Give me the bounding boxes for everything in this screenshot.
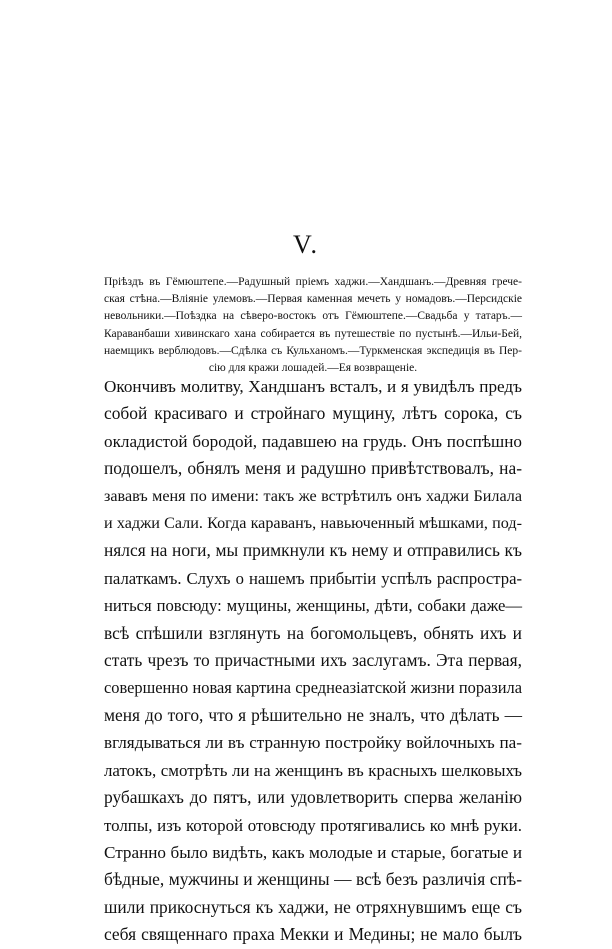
summary-line: Пріѣздъ въ Гёмюштепе.—Радушный пріемъ хаджи.—Хандшанъ.—Древняя грече- [104, 276, 522, 288]
body-line: шили прикоснуться къ хаджи, не отряхнувшимъ еще съ [104, 896, 522, 917]
summary-line: Караванбаши хивинскаго хана собирается въ путешествіе по пустынѣ.—Ильи-Бей, [104, 327, 522, 340]
body-line: рубашкахъ до пятъ, или удовлетворить сперва желанію [104, 787, 522, 808]
body-line: меня до того, что я рѣшительно не зналъ, что дѣлать — [104, 704, 522, 725]
body-line: латокъ, смотрѣть ли на женщинъ въ красныхъ шелковыхъ [104, 760, 522, 780]
summary-line: невольники.—Поѣздка на сѣверо-востокъ отъ Гёмюштепе.—Свадьба у татаръ.— [104, 310, 522, 323]
body-line: палаткамъ. Слухъ о нашемъ прибытіи успѣлъ распростра- [104, 568, 522, 588]
body-line: ниться повсюду: мущины, женщины, дѣти, собаки даже— [104, 596, 522, 616]
body-line: бѣдные, мужчины и женщины — всѣ безъ различія спѣ- [104, 869, 522, 890]
body-line: подошелъ, обнялъ меня и радушно привѣтствовалъ, на- [104, 458, 522, 479]
summary-line: наемщикъ верблюдовъ.—Сдѣлка съ Кульханомъ.—Туркменская экспедиція въ Пер- [104, 344, 522, 357]
body-line: всѣ спѣшили взглянуть на богомольцевъ, обнять ихъ и [104, 622, 522, 643]
chapter-summary [104, 274, 522, 377]
body-line: и хаджи Сали. Когда караванъ, навьюченный мѣшками, под- [104, 515, 522, 533]
body-line: нялся на ноги, мы примкнули къ нему и отправились къ [104, 540, 522, 561]
body-line: толпы, изъ которой отовсюду протягивались ко мнѣ руки. [104, 815, 522, 835]
body-line: вглядываться ли въ странную постройку войлочныхъ па- [104, 733, 522, 753]
body-line: окладистой бородой, падавшею на грудь. Онъ поспѣшно [104, 431, 522, 451]
summary-line: сію для кражи лошадей.—Ея возвращеніе. [208, 362, 418, 375]
body-line: себя священнаго праха Мекки и Медины; не мало былъ [104, 924, 522, 945]
body-line: Странно было видѣть, какъ молодые и старые, богатые и [104, 842, 522, 862]
summary-line: ская стѣна.—Вліяніе улемовъ.—Первая каменная мечеть у номадовъ.—Персидскіе [104, 293, 522, 306]
body-line: собой красиваго и стройнаго мущину, лѣтъ сорока, съ [104, 403, 522, 424]
body-line: зававъ меня по имени: такъ же встрѣтилъ онъ хаджи Билала [104, 487, 522, 505]
body-line: Окончивъ молитву, Хандшанъ всталъ, и я увидѣлъ предъ [104, 377, 522, 396]
chapter-number: V. [293, 230, 319, 259]
body-paragraph [104, 373, 522, 949]
body-line: стать чрезъ то причастными ихъ заслугамъ. Эта первая, [104, 650, 522, 671]
body-line: совершенно новая картина среднеазіатской жизни поразила [104, 678, 522, 698]
